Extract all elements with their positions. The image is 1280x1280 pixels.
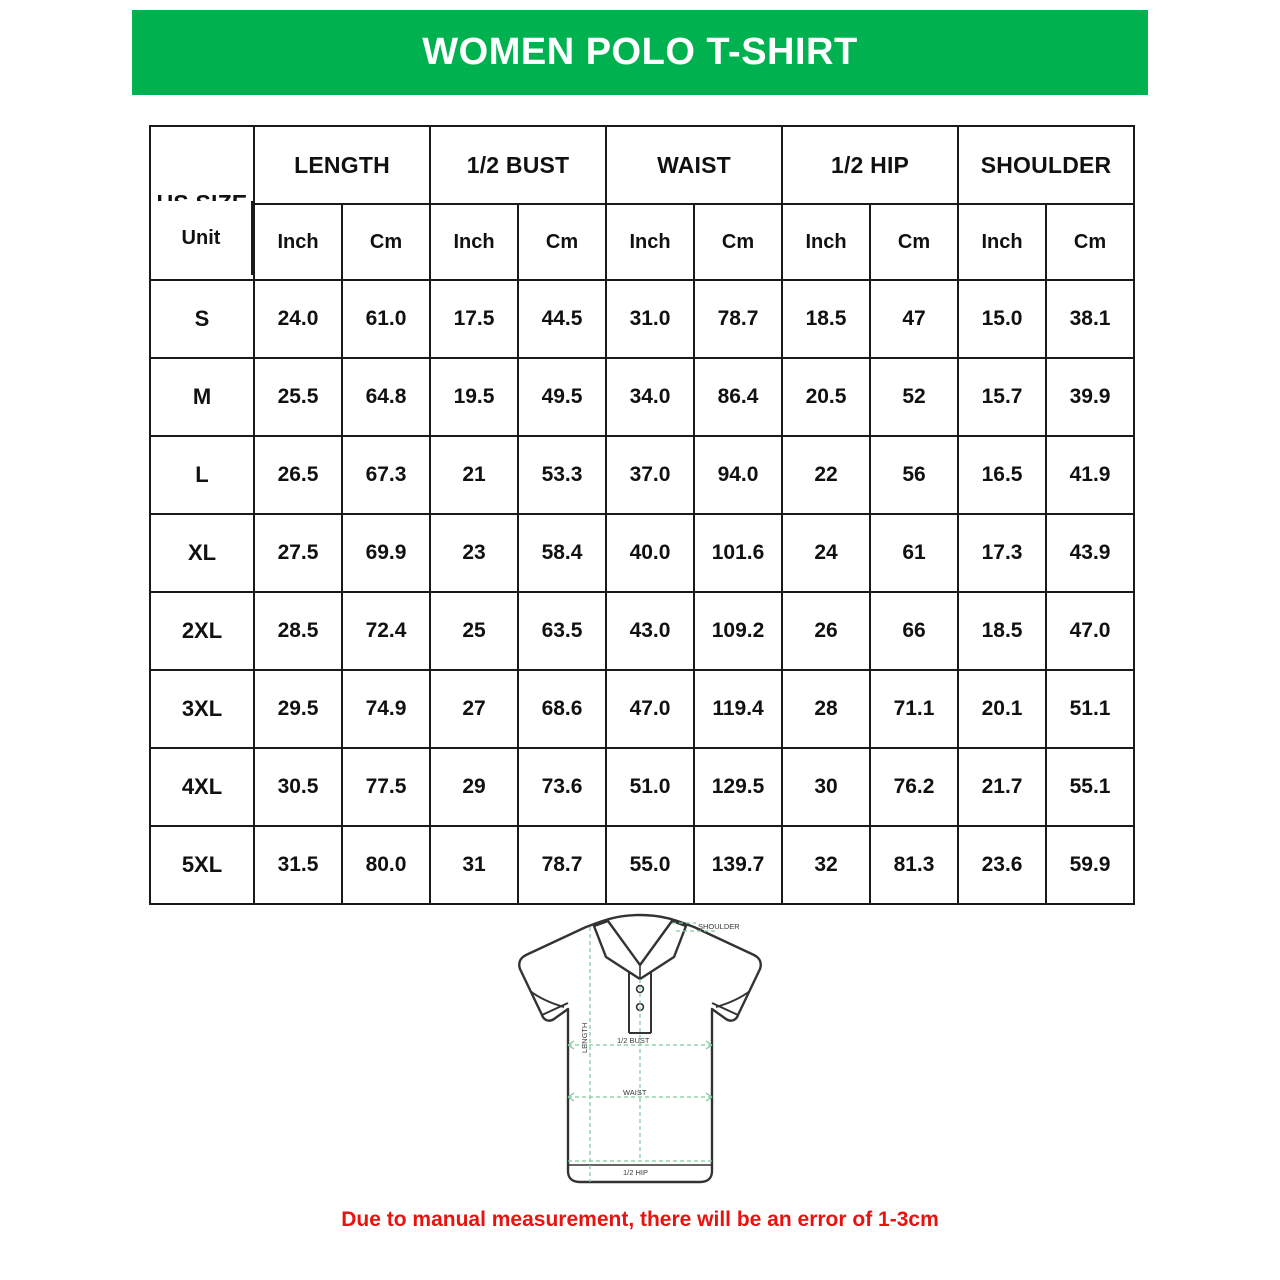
cell-bust-inch: 21 [430, 436, 518, 514]
cell-bust-cm: 53.3 [518, 436, 606, 514]
cell-hip-inch: 22 [782, 436, 870, 514]
row-size-label: S [150, 280, 254, 358]
row-size-label: 5XL [150, 826, 254, 904]
cell-waist-cm: 119.4 [694, 670, 782, 748]
cell-bust-cm: 44.5 [518, 280, 606, 358]
cell-length-inch: 26.5 [254, 436, 342, 514]
cell-length-inch: 27.5 [254, 514, 342, 592]
table-row [150, 592, 1134, 670]
header-group-waist: WAIST [606, 126, 782, 204]
cell-shoulder-cm: 59.9 [1046, 826, 1134, 904]
cell-shoulder-inch: 20.1 [958, 670, 1046, 748]
cell-waist-cm: 78.7 [694, 280, 782, 358]
cell-bust-inch: 17.5 [430, 280, 518, 358]
cell-waist-inch: 40.0 [606, 514, 694, 592]
measurement-note: Due to manual measurement, there will be an error of 1-3cm [341, 1208, 939, 1231]
cell-shoulder-inch: 18.5 [958, 592, 1046, 670]
header-group-length: LENGTH [254, 126, 430, 204]
cell-waist-inch: 37.0 [606, 436, 694, 514]
shirt-illustration-svg [490, 893, 790, 1198]
header-unit-label: Unit [181, 226, 221, 249]
cell-hip-cm: 81.3 [870, 826, 958, 904]
cell-shoulder-cm: 55.1 [1046, 748, 1134, 826]
cell-length-cm: 80.0 [342, 826, 430, 904]
cell-waist-inch: 51.0 [606, 748, 694, 826]
cell-waist-inch: 34.0 [606, 358, 694, 436]
table-row [150, 748, 1134, 826]
header-unit-length-inch: Inch [254, 204, 342, 280]
header-unit-bust-cm: Cm [518, 204, 606, 280]
table-row [150, 358, 1134, 436]
cell-hip-inch: 30 [782, 748, 870, 826]
cell-bust-inch: 19.5 [430, 358, 518, 436]
table-row [150, 514, 1134, 592]
cell-length-cm: 64.8 [342, 358, 430, 436]
cell-waist-cm: 94.0 [694, 436, 782, 514]
cell-shoulder-cm: 38.1 [1046, 280, 1134, 358]
cell-hip-inch: 20.5 [782, 358, 870, 436]
row-size-label: 4XL [150, 748, 254, 826]
cell-waist-inch: 47.0 [606, 670, 694, 748]
cell-shoulder-inch: 15.7 [958, 358, 1046, 436]
header-unit-waist-cm: Cm [694, 204, 782, 280]
row-size-label: XL [150, 514, 254, 592]
cell-bust-inch: 25 [430, 592, 518, 670]
cell-shoulder-inch: 17.3 [958, 514, 1046, 592]
cell-hip-cm: 52 [870, 358, 958, 436]
header-unit-waist-inch: Inch [606, 204, 694, 280]
cell-shoulder-cm: 47.0 [1046, 592, 1134, 670]
cell-hip-inch: 24 [782, 514, 870, 592]
cell-bust-cm: 68.6 [518, 670, 606, 748]
cell-waist-cm: 139.7 [694, 826, 782, 904]
cell-bust-cm: 73.6 [518, 748, 606, 826]
cell-hip-inch: 28 [782, 670, 870, 748]
cell-length-inch: 30.5 [254, 748, 342, 826]
header-unit-hip-inch: Inch [782, 204, 870, 280]
cell-length-inch: 24.0 [254, 280, 342, 358]
cell-hip-cm: 76.2 [870, 748, 958, 826]
cell-shoulder-cm: 41.9 [1046, 436, 1134, 514]
cell-waist-cm: 109.2 [694, 592, 782, 670]
cell-bust-cm: 49.5 [518, 358, 606, 436]
cell-bust-inch: 29 [430, 748, 518, 826]
row-size-label: L [150, 436, 254, 514]
table-row [150, 670, 1134, 748]
diagram-label-shoulder: SHOULDER [698, 922, 740, 931]
cell-hip-cm: 66 [870, 592, 958, 670]
cell-hip-cm: 61 [870, 514, 958, 592]
cell-length-inch: 25.5 [254, 358, 342, 436]
header-group-half-bust: 1/2 BUST [430, 126, 606, 204]
diagram-label-half-bust: 1/2 BUST [617, 1036, 650, 1045]
cell-length-cm: 67.3 [342, 436, 430, 514]
cell-length-inch: 28.5 [254, 592, 342, 670]
cell-bust-inch: 31 [430, 826, 518, 904]
table-row [150, 280, 1134, 358]
polo-shirt-diagram [490, 893, 790, 1198]
cell-hip-cm: 71.1 [870, 670, 958, 748]
cell-hip-cm: 47 [870, 280, 958, 358]
cell-length-cm: 77.5 [342, 748, 430, 826]
size-table-container [149, 125, 1131, 905]
cell-hip-inch: 18.5 [782, 280, 870, 358]
page-title: WOMEN POLO T-SHIRT [422, 31, 858, 73]
header-unit-label-cell [149, 201, 253, 275]
header-unit-shoulder-inch: Inch [958, 204, 1046, 280]
header-unit-length-cm: Cm [342, 204, 430, 280]
cell-waist-inch: 43.0 [606, 592, 694, 670]
cell-shoulder-cm: 43.9 [1046, 514, 1134, 592]
diagram-label-half-hip: 1/2 HIP [623, 1168, 649, 1177]
cell-bust-cm: 63.5 [518, 592, 606, 670]
header-unit-shoulder-cm: Cm [1046, 204, 1134, 280]
cell-shoulder-cm: 51.1 [1046, 670, 1134, 748]
cell-length-inch: 31.5 [254, 826, 342, 904]
cell-hip-inch: 32 [782, 826, 870, 904]
row-size-label: 3XL [150, 670, 254, 748]
cell-shoulder-inch: 21.7 [958, 748, 1046, 826]
cell-waist-inch: 31.0 [606, 280, 694, 358]
cell-length-cm: 72.4 [342, 592, 430, 670]
cell-length-cm: 74.9 [342, 670, 430, 748]
diagram-label-length: LENGTH [580, 1022, 589, 1053]
cell-shoulder-inch: 16.5 [958, 436, 1046, 514]
row-size-label: 2XL [150, 592, 254, 670]
cell-hip-inch: 26 [782, 592, 870, 670]
cell-waist-inch: 55.0 [606, 826, 694, 904]
size-table [149, 125, 1135, 905]
cell-waist-cm: 129.5 [694, 748, 782, 826]
cell-shoulder-inch: 15.0 [958, 280, 1046, 358]
cell-bust-cm: 58.4 [518, 514, 606, 592]
table-row [150, 436, 1134, 514]
cell-hip-cm: 56 [870, 436, 958, 514]
cell-length-cm: 61.0 [342, 280, 430, 358]
cell-bust-inch: 23 [430, 514, 518, 592]
header-unit-bust-inch: Inch [430, 204, 518, 280]
cell-waist-cm: 101.6 [694, 514, 782, 592]
cell-waist-cm: 86.4 [694, 358, 782, 436]
title-banner [132, 10, 1148, 95]
table-header-groups [150, 126, 1134, 204]
diagram-label-waist: WAIST [623, 1088, 647, 1097]
cell-bust-cm: 78.7 [518, 826, 606, 904]
cell-bust-inch: 27 [430, 670, 518, 748]
cell-shoulder-inch: 23.6 [958, 826, 1046, 904]
cell-shoulder-cm: 39.9 [1046, 358, 1134, 436]
table-header-units [150, 204, 1134, 280]
header-group-half-hip: 1/2 HIP [782, 126, 958, 204]
row-size-label: M [150, 358, 254, 436]
header-group-shoulder: SHOULDER [958, 126, 1134, 204]
cell-length-inch: 29.5 [254, 670, 342, 748]
cell-length-cm: 69.9 [342, 514, 430, 592]
header-unit-hip-cm: Cm [870, 204, 958, 280]
